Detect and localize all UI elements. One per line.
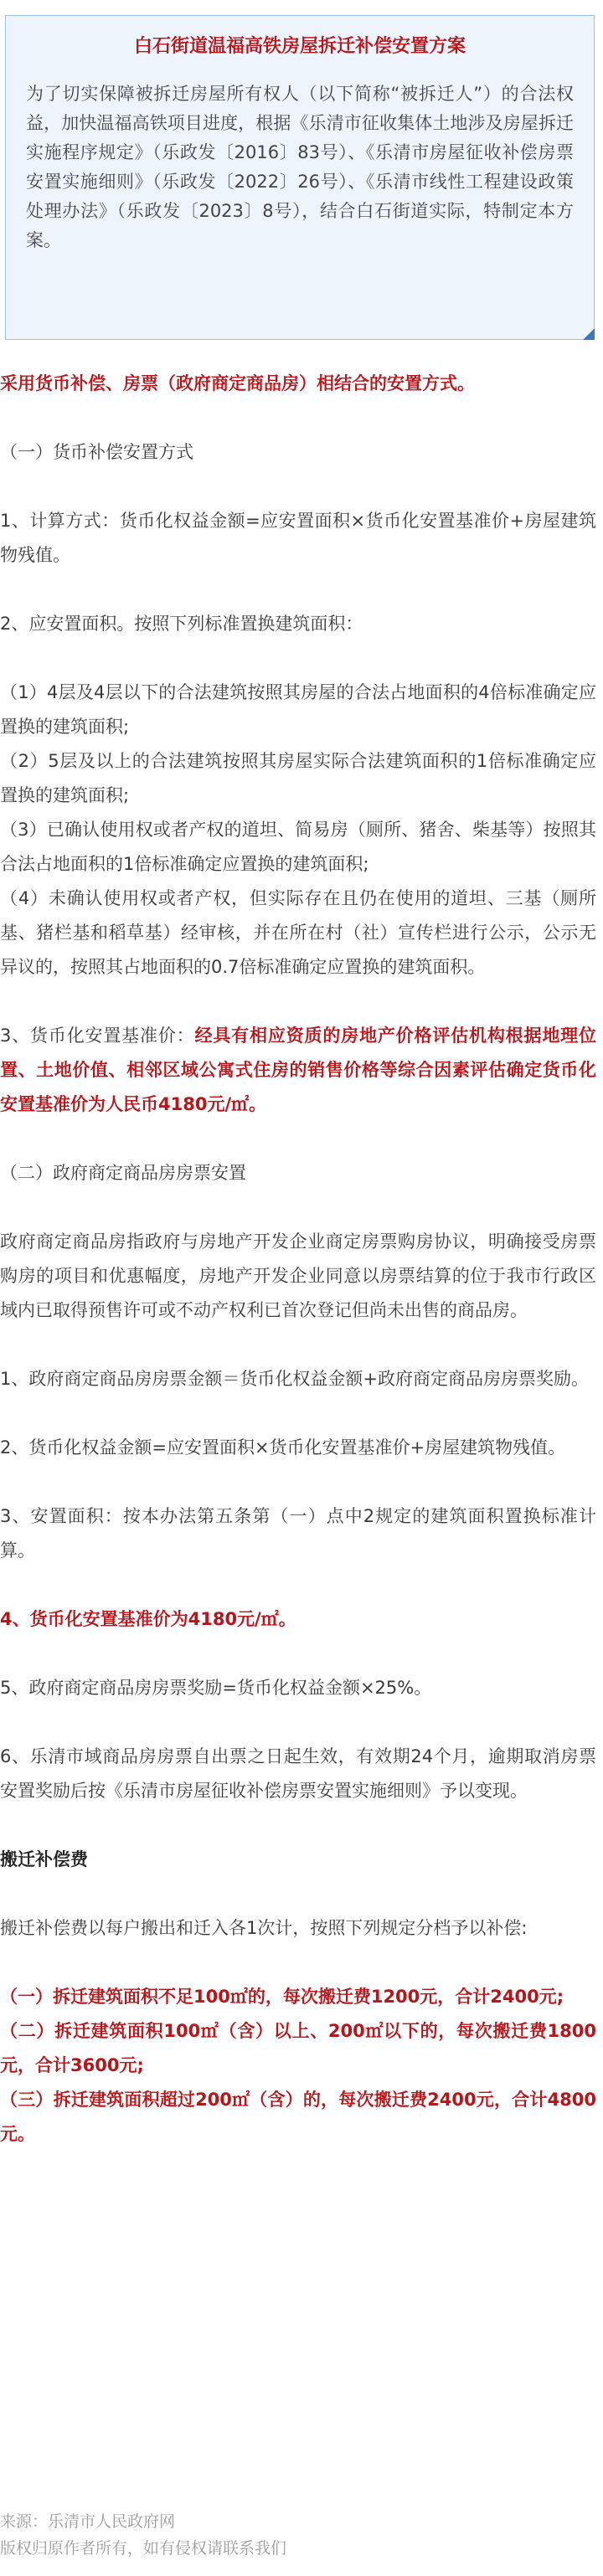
paragraph: （二）政府商定商品房房票安置 [0, 1163, 246, 1183]
paragraph: 1、政府商定商品房房票金额＝货币化权益金额+政府商定商品房房票奖励。 [0, 1369, 589, 1389]
paragraph: （2）5层及以上的合法建筑按照其房屋实际合法建筑面积的1倍标准确定应置换的建筑面积; [0, 751, 596, 805]
paragraph: （三）拆迁建筑面积超过200㎡（含）的，每次搬迁费2400元，合计4800元。 [0, 2090, 596, 2144]
paragraph: 5、政府商定商品房房票奖励=货币化权益金额×25%。 [0, 1678, 432, 1698]
paragraph: 搬迁补偿费以每户搬出和迁入各1次计，按照下列规定分档予以补偿: [0, 1918, 528, 1938]
paragraph [0, 1019, 596, 1122]
document-title: 白石街道温福高铁房屋拆迁补偿安置方案 [133, 36, 466, 57]
highlighted-text: 经具有相应资质的房地产价格评估机构根据地理位置、土地价值、相邻区域公寓式住房的销售价格等综合因素评估确定货币化安置基准价为人民币4180元/㎡。 [0, 1026, 596, 1114]
paragraph: 6、乐清市域商品房房票自出票之日起生效，有效期24个月，逾期取消房票安置奖励后按《乐清市房屋征收补偿房票安置实施细则》予以变现。 [0, 1746, 596, 1801]
section-heading: 搬迁补偿费 [0, 1849, 88, 1869]
paragraph: （1）4层及4层以下的合法建筑按照其房屋的合法占地面积的4倍标准确定应置换的建筑面积; [0, 682, 596, 737]
paragraph: （二）拆迁建筑面积100㎡（含）以上、200㎡以下的，每次搬迁费1800元，合计3600元; [0, 2021, 596, 2075]
paragraph: 1、计算方式：货币化权益金额=应安置面积×货币化安置基准价+房屋建筑物残值。 [0, 511, 596, 565]
paragraph: 2、应安置面积。按照下列标准置换建筑面积： [0, 614, 363, 634]
paragraph: （4）未确认使用权或者产权，但实际存在且仍在使用的道坦、三基（厕所基、猪栏基和稻草基）经审核，并在所在村（社）宣传栏进行公示，公示无异议的，按照其占地面积的0.7倍标准确定应置换的建筑面积。 [0, 888, 596, 977]
paragraph: （一）货币补偿安置方式 [0, 442, 193, 462]
article-body [0, 367, 596, 2152]
footer [0, 2508, 603, 2562]
copyright-text: 版权归原作者所有，如有侵权请联系我们 [0, 2539, 287, 2558]
paragraph-label: 3、货币化安置基准价： [0, 1026, 195, 1046]
intro-box [5, 15, 595, 340]
paragraph: （3）已确认使用权或者产权的道坦、简易房（厕所、猪舍、柴基等）按照其合法占地面积的1倍标准确定应置换的建筑面积; [0, 820, 596, 874]
paragraph: 2、货币化权益金额=应安置面积×货币化安置基准价+房屋建筑物残值。 [0, 1437, 566, 1458]
source-text: 来源：乐清市人民政府网 [0, 2512, 176, 2531]
paragraph: （一）拆迁建筑面积不足100㎡的，每次搬迁费1200元，合计2400元; [0, 1987, 564, 2007]
paragraph: 3、安置面积：按本办法第五条第（一）点中2规定的建筑面积置换标准计算。 [0, 1506, 596, 1561]
intro-text: 为了切实保障被拆迁房屋所有权人（以下简称“被拆迁人”）的合法权益，加快温福高铁项目进度，根据《乐清市征收集体土地涉及房屋拆迁实施程序规定》（乐政发〔2016〕83号）、《乐清市房屋征收补偿房票安置实施细则》（乐政发〔2022〕26号）、《乐清市线性工程建设政策处理办法》（乐政发〔2023〕8号），结合白石街道实际，特制定本方案。 [26, 84, 574, 250]
paragraph: 4、货币化安置基准价为4180元/㎡。 [0, 1609, 296, 1629]
paragraph: 采用货币补偿、房票（政府商定商品房）相结合的安置方式。 [0, 373, 475, 393]
corner-decoration [583, 328, 595, 340]
paragraph: 政府商定商品房指政府与房地产开发企业商定房票购房协议，明确接受房票购房的项目和优惠幅度，房地产开发企业同意以房票结算的位于我市行政区域内已取得预售许可或不动产权利已首次登记但尚未出售的商品房。 [0, 1231, 596, 1320]
